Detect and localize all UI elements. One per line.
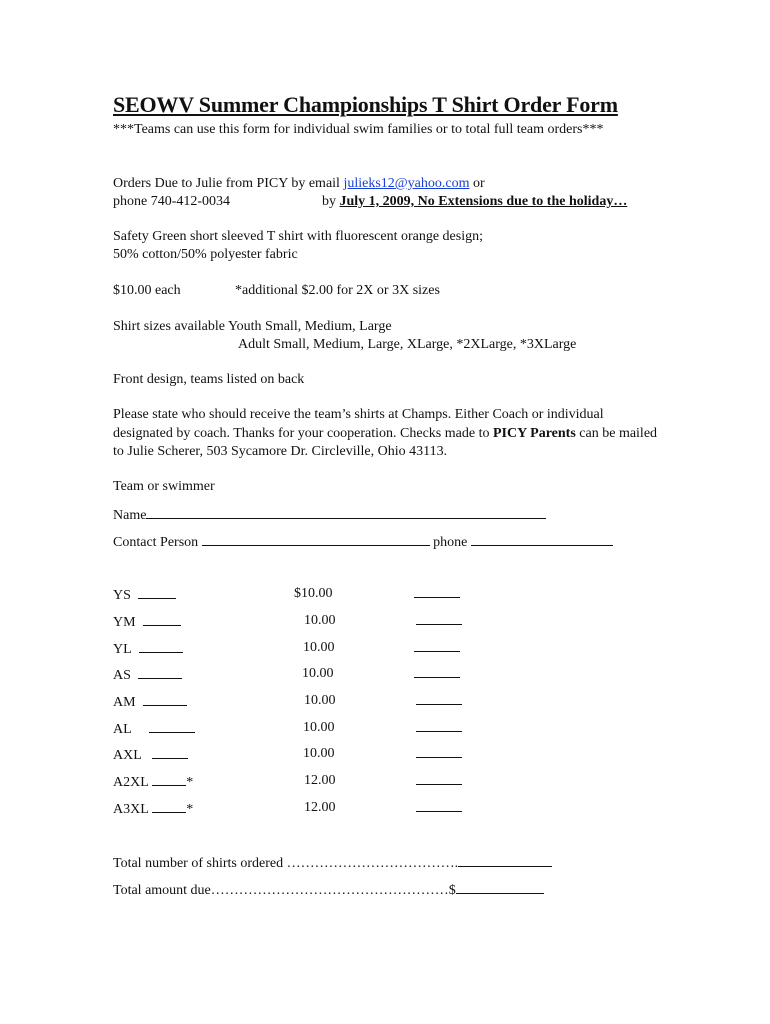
size-label: YL [113, 642, 132, 657]
size-label: AXL [113, 748, 142, 763]
phone-label: phone [433, 535, 468, 550]
name-label: Name [113, 508, 147, 523]
additional-charge: *additional $2.00 for 2X or 3X sizes [235, 283, 440, 298]
size-amount-line[interactable] [414, 586, 460, 603]
size-label: AM [113, 695, 136, 710]
table-row [113, 640, 183, 658]
size-label: AL [113, 722, 132, 737]
size-label: YS [113, 588, 131, 603]
deadline-text: July 1, 2009, No Extensions due to the holiday… [339, 194, 628, 209]
size-label: A3XL [113, 802, 149, 817]
size-amount-line[interactable] [416, 720, 462, 737]
size-qty-field[interactable] [143, 613, 181, 626]
design-note: Front design, teams listed on back [113, 372, 305, 387]
table-row [113, 800, 193, 818]
instructions-part-1: Please state who should receive the team’s shirts at Champs. Either Coach or individual designated by coach. Thanks for your cooperation. Checks made to [113, 407, 604, 441]
size-price: 10.00 [303, 640, 335, 655]
total-shirts-field[interactable] [458, 854, 552, 867]
size-qty-field[interactable] [152, 773, 186, 786]
orders-phone: phone 740-412-0034 [113, 194, 231, 209]
page-title: SEOWV Summer Championships T Shirt Order Form [113, 92, 618, 117]
name-field[interactable] [146, 506, 546, 519]
phone-field[interactable] [471, 533, 613, 546]
size-qty-field[interactable] [143, 693, 187, 706]
orders-line-1 [113, 176, 485, 192]
contact-field[interactable] [202, 533, 430, 546]
page-subtitle: ***Teams can use this form for individual swim families or to total full team orders*** [113, 122, 604, 137]
table-row [113, 720, 195, 738]
table-row [113, 693, 187, 711]
size-suffix: * [186, 775, 194, 790]
size-price: 10.00 [303, 746, 335, 761]
size-price: $10.00 [294, 586, 333, 601]
size-price: 12.00 [304, 773, 336, 788]
size-amount-line[interactable] [416, 800, 462, 817]
size-suffix: * [186, 802, 194, 817]
total-shirts-row [113, 854, 552, 872]
payee-name: PICY Parents [492, 425, 576, 441]
size-price: 10.00 [304, 693, 336, 708]
deadline-prefix: by [322, 194, 340, 209]
size-amount-line[interactable] [416, 693, 462, 710]
total-amount-row [113, 881, 544, 899]
size-amount-line[interactable] [416, 746, 462, 763]
table-row [113, 773, 193, 791]
contact-label: Contact Person [113, 535, 199, 550]
email-link[interactable]: julieks12@yahoo.com [343, 176, 470, 191]
shirt-description-1: Safety Green short sleeved T shirt with fluorescent orange design; [113, 229, 483, 244]
size-label: YM [113, 615, 136, 630]
size-label: A2XL [113, 775, 149, 790]
size-amount-line[interactable] [416, 773, 462, 790]
table-row [113, 613, 181, 631]
instructions-part-2: can be mailed to Julie Scherer, 503 Sycamore Dr. Circleville, Ohio 43113. [113, 425, 658, 459]
deadline-line [322, 194, 627, 210]
size-price: 10.00 [304, 613, 336, 628]
shirt-price: $10.00 each [113, 283, 181, 298]
total-amount-field[interactable] [456, 881, 544, 894]
size-amount-line[interactable] [416, 613, 462, 630]
shirt-description-2: 50% cotton/50% polyester fabric [113, 247, 298, 262]
table-row [113, 746, 188, 764]
orders-prefix: Orders Due to Julie from PICY by email [113, 176, 344, 191]
size-price: 10.00 [303, 720, 335, 735]
size-qty-field[interactable] [139, 640, 183, 653]
size-qty-field[interactable] [152, 746, 188, 759]
total-shirts-label: Total number of shirts ordered ………………………………. [113, 856, 459, 871]
contact-row [113, 533, 613, 551]
size-amount-line[interactable] [414, 640, 460, 657]
size-price: 10.00 [302, 666, 334, 681]
orders-suffix: or [469, 176, 485, 191]
total-amount-label: Total amount due……………………………………………$ [113, 883, 456, 898]
table-row [113, 586, 176, 604]
instructions-paragraph [113, 406, 658, 462]
size-qty-field[interactable] [152, 800, 186, 813]
size-price: 12.00 [304, 800, 336, 815]
table-row [113, 666, 182, 684]
size-label: AS [113, 668, 131, 683]
sizes-youth: Shirt sizes available Youth Small, Medium, Large [113, 319, 392, 334]
name-row [113, 506, 546, 524]
size-qty-field[interactable] [138, 586, 176, 599]
size-amount-line[interactable] [414, 666, 460, 683]
sizes-adult: Adult Small, Medium, Large, XLarge, *2XLarge, *3XLarge [238, 337, 577, 352]
size-qty-field[interactable] [149, 720, 195, 733]
team-label: Team or swimmer [113, 479, 215, 494]
size-qty-field[interactable] [138, 666, 182, 679]
